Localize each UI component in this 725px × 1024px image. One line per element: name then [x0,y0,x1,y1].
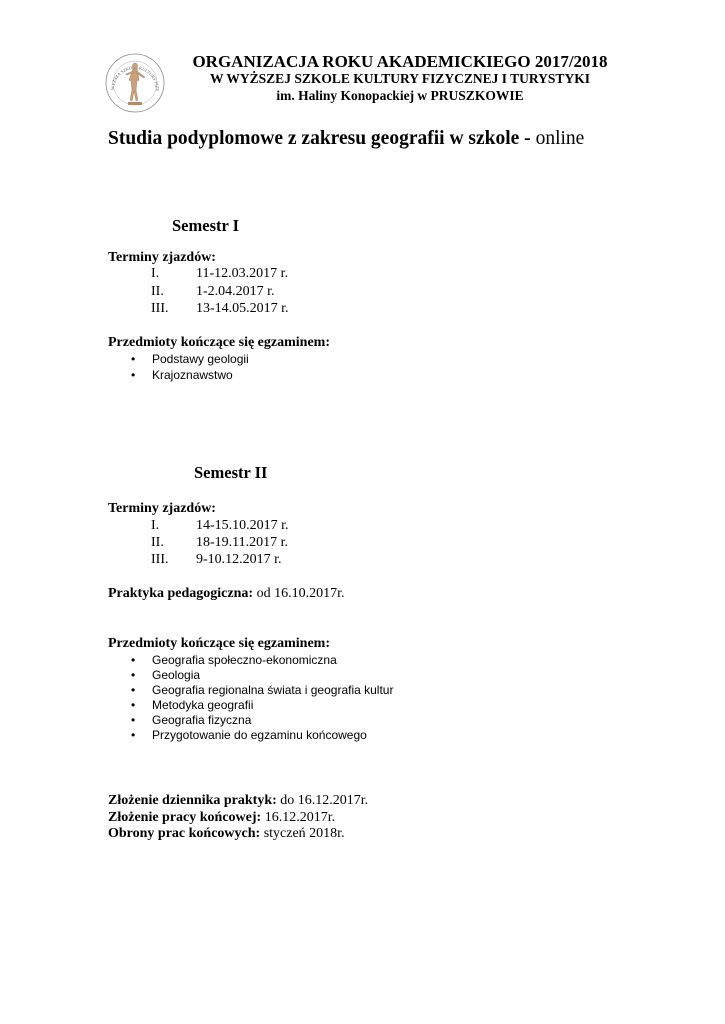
title-main: Studia podyplomowe z zakresu geografii w szkole - [108,128,536,149]
list-item [131,368,531,383]
list-item-text: Geologia [152,668,201,682]
practice-label: Praktyka pedagogiczna: [108,586,254,601]
semester-2-terms-label: Terminy zjazdów: [108,501,216,516]
list-item [131,668,531,683]
semester-2-exams-label: Przedmioty kończące się egzaminem: [108,636,330,651]
footer-line-journal [108,793,368,809]
footer-label: Złożenie pracy końcowej: [108,810,262,825]
bullet: • [131,683,136,697]
footer-line-defense [108,826,345,842]
bullet: • [131,352,136,366]
term-date: 11-12.03.2017 r. [196,266,289,281]
bullet: • [131,368,136,382]
list-item [131,698,531,713]
semester-1-exams-label: Przedmioty kończące się egzaminem: [108,335,330,350]
term-date: 9-10.12.2017 r. [196,552,282,567]
list-item [131,713,531,728]
term-date: 1-2.04.2017 r. [196,284,275,299]
footer-label: Obrony prac końcowych: [108,826,261,841]
term-number: III. [151,552,169,567]
list-item-text: Metodyka geografii [152,698,254,712]
footer-label: Złożenie dziennika praktyk: [108,793,277,808]
footer-line-thesis [108,810,335,826]
list-item-text: Geografia regionalna świata i geografia kultur [152,683,394,697]
list-item [131,683,531,698]
footer-value: 16.12.2017r. [261,810,336,825]
term-date: 18-19.11.2017 r. [196,535,289,550]
header-line-3: im. Haliny Konopackiej w PRUSZKOWIE [276,88,524,103]
bullet: • [131,668,136,682]
term-number: I. [151,266,160,281]
footer-value: do 16.12.2017r. [276,793,369,808]
term-date: 13-14.05.2017 r. [196,301,289,316]
page-title [108,128,584,150]
term-number: III. [151,301,169,316]
university-logo [104,50,166,116]
practice-value: od 16.10.2017r. [253,586,345,601]
list-item-text: Podstawy geologii [152,352,249,366]
header-line-2: W WYŻSZEJ SZKOLE KULTURY FIZYCZNEJ I TURYSTYKI [210,71,590,86]
list-item [131,728,531,743]
semester-1-terms-label: Terminy zjazdów: [108,250,216,265]
term-number: II. [151,284,164,299]
list-item-text: Geografia fizyczna [152,713,252,727]
list-item [131,352,531,367]
bullet: • [131,698,136,712]
semester-2-heading: Semestr II [194,463,268,482]
term-number: I. [151,518,160,533]
title-suffix: online [535,128,585,149]
list-item-text: Geografia społeczno-ekonomiczna [152,653,337,667]
term-date: 14-15.10.2017 r. [196,518,289,533]
term-number: II. [151,535,164,550]
footer-value: styczeń 2018r. [260,826,345,841]
bullet: • [131,653,136,667]
semester-1-heading: Semestr I [172,216,240,235]
bullet: • [131,728,136,742]
bullet: • [131,713,136,727]
practice-line [108,586,344,602]
list-item-text: Krajoznawstwo [152,368,233,382]
header-line-1: ORGANIZACJA ROKU AKADEMICKIEGO 2017/2018 [192,52,608,71]
logo-text: WYŻSZA SZKO KULTURY FIZY [109,65,161,92]
list-item-text: Przygotowanie do egzaminu końcowego [152,728,367,742]
list-item [131,653,531,668]
